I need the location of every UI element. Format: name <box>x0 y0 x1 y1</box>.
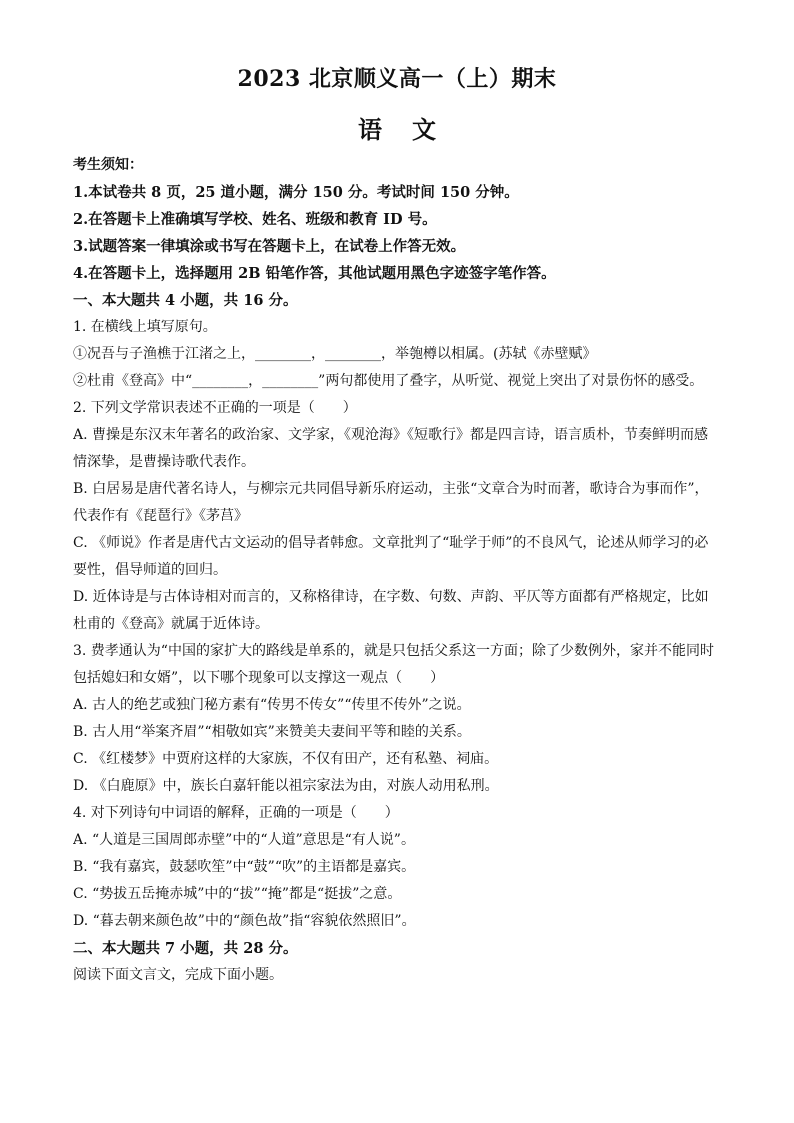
question-line: 情深挚，是曹操诗歌代表作。 <box>73 454 255 470</box>
question-line: 包括媳妇和女婿”，以下哪个现象可以支撑这一观点（ ） <box>73 670 445 686</box>
question-line: D. 近体诗是与古体诗相对而言的，又称格律诗，在字数、句数、声韵、平仄等方面都有严格规定，比如 <box>73 589 709 605</box>
question-line: 1. 在横线上填写原句。 <box>73 319 217 335</box>
notice-item: 3.试题答案一律填涂或书写在答题卡上，在试卷上作答无效。 <box>73 238 466 255</box>
question-line: 阅读下面文言文，完成下面小题。 <box>73 967 283 983</box>
question-line: 4. 对下列诗句中词语的解释，正确的一项是（ ） <box>73 805 399 821</box>
question-line: 代表作有《琵琶行》《茅莒》 <box>73 508 248 524</box>
notice-item: 2.在答题卡上准确填写学校、姓名、班级和教育 ID 号。 <box>73 211 437 228</box>
notice-heading: 考生须知： <box>73 157 143 173</box>
exam-body <box>73 152 723 989</box>
question-line: B. 古人用“举案齐眉”“相敬如宾”来赞美夫妻间平等和睦的关系。 <box>73 724 471 740</box>
question-line: ②杜甫《登高》中“________，________”两句都使用了叠字，从听觉、视觉上突出了对景伤怀的感受。 <box>73 373 704 389</box>
question-line: ①况吾与子渔樵于江渚之上，________，________，举匏樽以相属。(苏轼《赤壁赋》 <box>73 346 597 362</box>
question-line: B. “我有嘉宾，鼓瑟吹笙”中“鼓”“吹”的主语都是嘉宾。 <box>73 859 416 875</box>
question-line: B. 白居易是唐代著名诗人，与柳宗元共同倡导新乐府运动，主张“文章合为时而著，歌诗合为事而作”， <box>73 481 709 497</box>
question-line: 3. 费孝通认为“中国的家扩大的路线是单系的，就是只包括父系这一方面；除了少数例外，家并不能同时 <box>73 643 714 659</box>
section-heading: 二、本大题共 7 小题，共 28 分。 <box>73 940 298 957</box>
question-line: 2. 下列文学常识表述不正确的一项是（ ） <box>73 400 357 416</box>
question-line: D. 《白鹿原》中，族长白嘉轩能以祖宗家法为由，对族人动用私刑。 <box>73 778 499 794</box>
question-line: A. 古人的绝艺或独门秘方素有“传男不传女”“传里不传外”之说。 <box>73 697 471 713</box>
section-heading: 一、本大题共 4 小题，共 16 分。 <box>73 292 298 309</box>
question-line: C. 《红楼梦》中贾府这样的大家族，不仅有田产，还有私塾、祠庙。 <box>73 751 499 767</box>
question-line: C. 《师说》作者是唐代古文运动的倡导者韩愈。文章批判了“耻学于师”的不良风气，论述从师学习的必 <box>73 535 709 551</box>
exam-title: 2023 北京顺义高一（上）期末 <box>237 66 557 92</box>
notice-item: 1.本试卷共 8 页，25 道小题，满分 150 分。考试时间 150 分钟。 <box>73 184 519 201</box>
question-line: A. “人道是三国周郎赤壁”中的“人道”意思是“有人说”。 <box>73 832 415 848</box>
question-line: 杜甫的《登高》就属于近体诗。 <box>73 616 269 632</box>
question-line: 要性，倡导师道的回归。 <box>73 562 227 578</box>
notice-item: 4.在答题卡上，选择题用 2B 铅笔作答，其他试题用黑色字迹签字笔作答。 <box>73 265 556 282</box>
question-line: D. “暮去朝来颜色故”中的“颜色故”指“容貌依然照旧”。 <box>73 913 416 929</box>
subject-title: 语文 <box>358 115 466 144</box>
question-line: C. “势拔五岳掩赤城”中的“拔”“掩”都是“挺拔”之意。 <box>73 886 402 902</box>
question-line: A. 曹操是东汉末年著名的政治家、文学家，《观沧海》《短歌行》都是四言诗，语言质朴，节奏鲜明而感 <box>73 427 709 443</box>
